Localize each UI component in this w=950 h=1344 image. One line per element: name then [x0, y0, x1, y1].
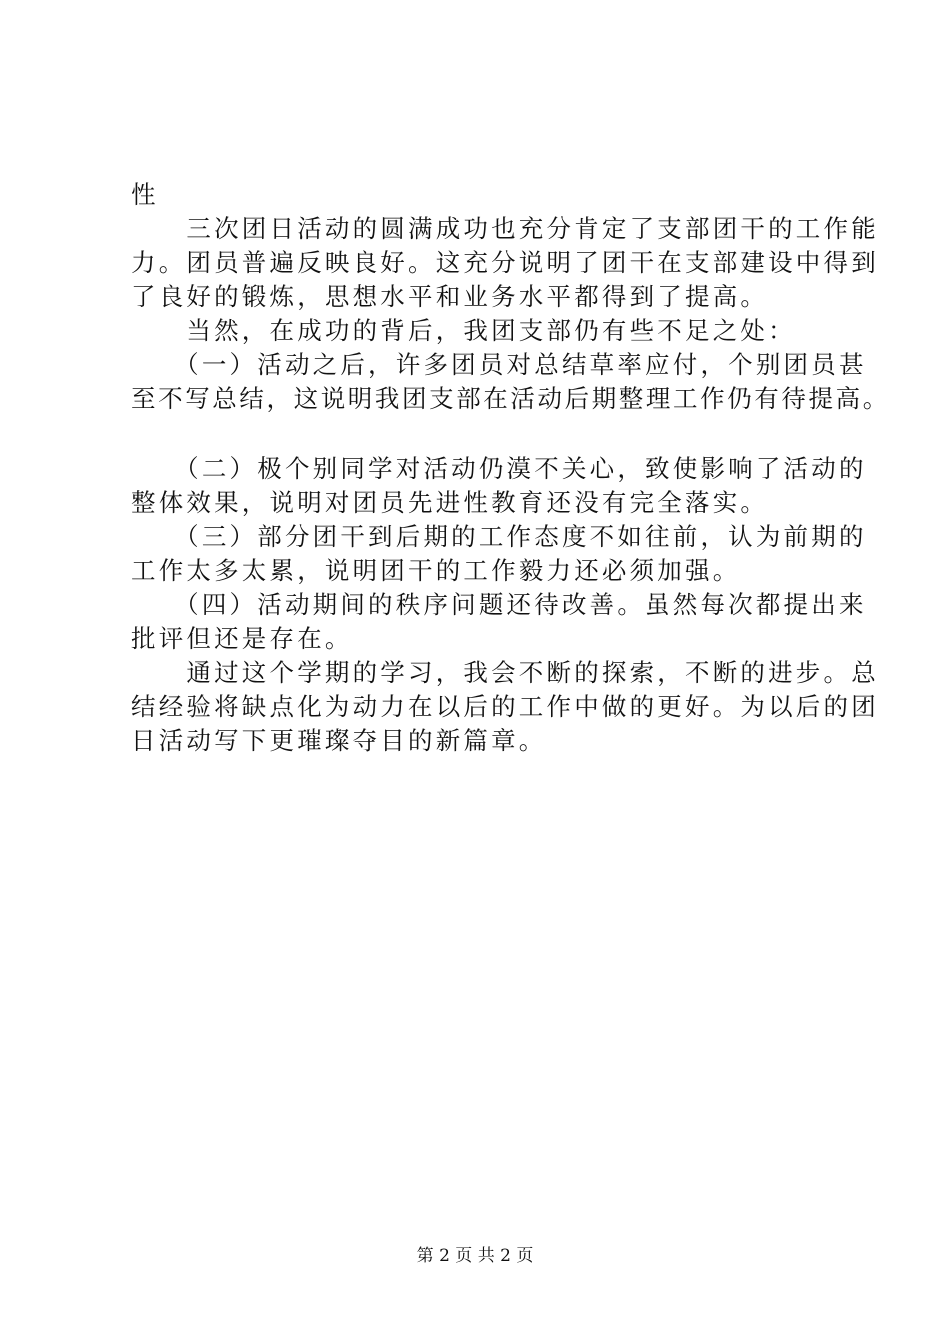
paragraph-success-line-1: 三次团日活动的圆满成功也充分肯定了支部团干的工作能	[131, 214, 879, 243]
page-number-footer: 第 2 页 共 2 页	[416, 1246, 534, 1266]
paragraph-success-line-2: 力。团员普遍反映良好。这充分说明了团干在支部建设中得到	[131, 248, 879, 277]
conclusion-line-3: 日活动写下更璀璨夺目的新篇章。	[131, 726, 547, 755]
paragraph-gap	[131, 416, 851, 452]
item-four-line-1: （四）活动期间的秩序问题还待改善。虽然每次都提出来	[131, 590, 867, 619]
conclusion-line-1: 通过这个学期的学习，我会不断的探索，不断的进步。总	[131, 658, 879, 687]
item-one-line-1: （一）活动之后，许多团员对总结草率应付，个别团员甚	[131, 350, 867, 379]
item-three-line-1: （三）部分团干到后期的工作态度不如往前，认为前期的	[131, 522, 867, 551]
item-one-line-2: 至不写总结，这说明我团支部在活动后期整理工作仍有待提高。	[131, 384, 890, 413]
item-two-line-2: 整体效果，说明对团员先进性教育还没有完全落实。	[131, 488, 769, 517]
text-line-continuation: 性	[131, 180, 159, 209]
document-body	[131, 178, 890, 758]
item-four-line-2: 批评但还是存在。	[131, 624, 353, 653]
item-two-line-1: （二）极个别同学对活动仍漠不关心，致使影响了活动的	[131, 454, 867, 483]
item-three-line-2: 工作太多太累，说明团干的工作毅力还必须加强。	[131, 556, 741, 585]
conclusion-line-2: 结经验将缺点化为动力在以后的工作中做的更好。为以后的团	[131, 692, 879, 721]
paragraph-success-line-3: 了良好的锻炼，思想水平和业务水平都得到了提高。	[131, 282, 769, 311]
paragraph-shortcomings-intro: 当然，在成功的背后，我团支部仍有些不足之处：	[131, 316, 796, 345]
